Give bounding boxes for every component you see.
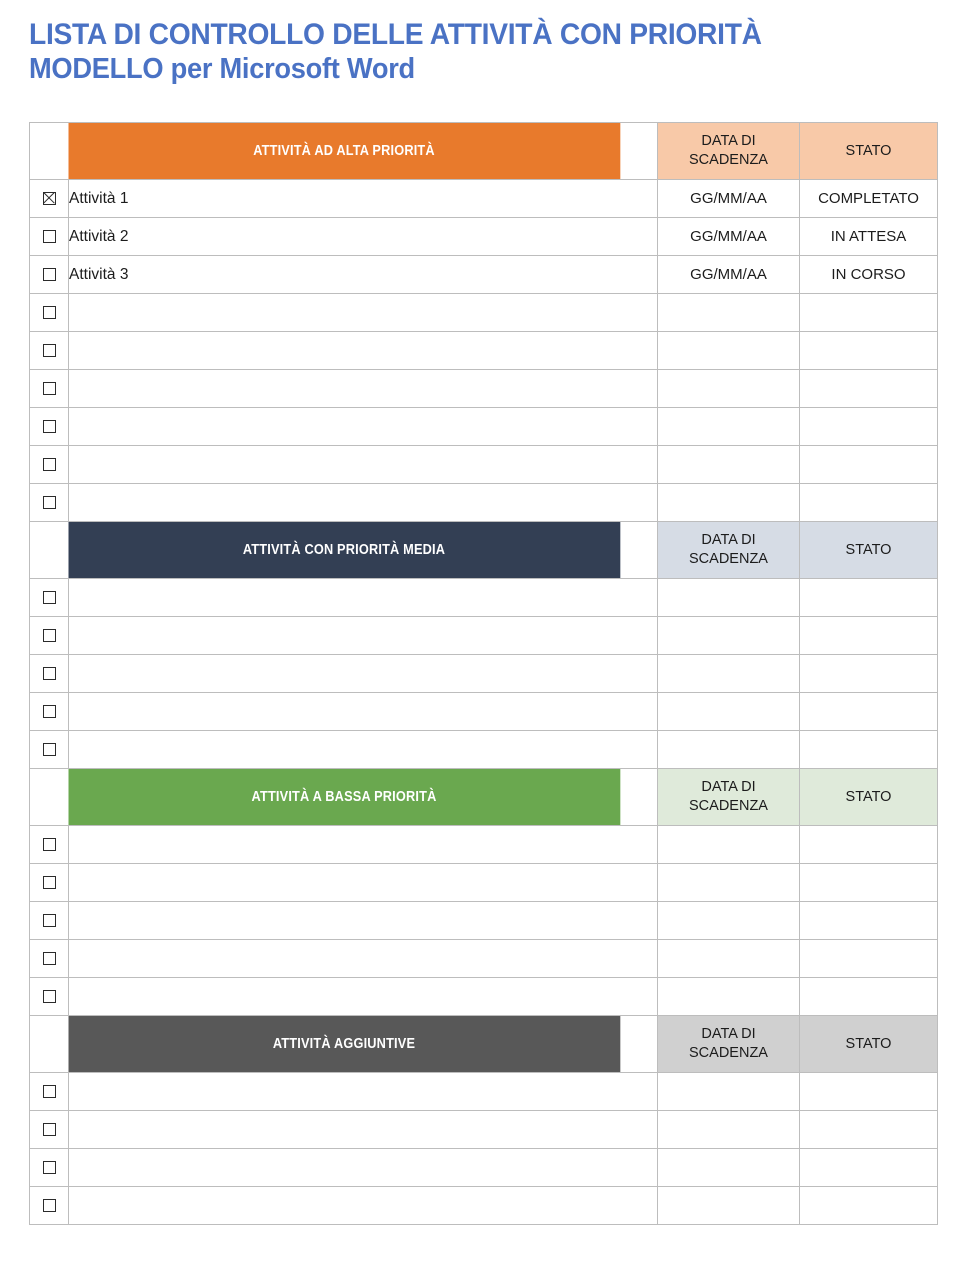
due-date-label-line-1: DATA DI <box>701 1026 756 1042</box>
table-row <box>30 332 938 370</box>
due-date-label-line-1: DATA DI <box>701 532 756 548</box>
due-date-cell[interactable] <box>658 864 800 902</box>
due-date-cell[interactable] <box>658 1111 800 1149</box>
section-header-row-high <box>30 123 938 180</box>
due-date-cell[interactable] <box>658 940 800 978</box>
due-date-cell[interactable] <box>658 655 800 693</box>
task-name-cell[interactable] <box>69 446 658 484</box>
due-date-cell[interactable] <box>658 332 800 370</box>
table-row <box>30 940 938 978</box>
table-row <box>30 256 938 294</box>
task-name-cell[interactable] <box>69 1111 658 1149</box>
table-row <box>30 1187 938 1225</box>
status-cell[interactable] <box>800 731 938 769</box>
table-row <box>30 978 938 1016</box>
task-checkbox-cell[interactable] <box>30 218 69 256</box>
checkbox-empty-icon[interactable] <box>43 1199 56 1212</box>
checkbox-empty-icon[interactable] <box>43 990 56 1003</box>
due-date-cell[interactable] <box>658 294 800 332</box>
due-date-cell[interactable] <box>658 902 800 940</box>
column-header-due-date-low <box>658 769 800 826</box>
task-checkbox-cell[interactable] <box>30 655 69 693</box>
table-row <box>30 655 938 693</box>
checkbox-empty-icon[interactable] <box>43 838 56 851</box>
due-date-cell[interactable] <box>658 978 800 1016</box>
task-checkbox-cell[interactable] <box>30 826 69 864</box>
table-row <box>30 731 938 769</box>
task-checkbox-cell[interactable] <box>30 1111 69 1149</box>
checkbox-empty-icon[interactable] <box>43 496 56 509</box>
due-date-label-line-2: SCADENZA <box>689 1045 768 1061</box>
task-checkbox-cell[interactable] <box>30 902 69 940</box>
due-date-cell[interactable] <box>658 617 800 655</box>
task-checkbox-cell[interactable] <box>30 731 69 769</box>
task-name-cell[interactable] <box>69 902 658 940</box>
due-date-label-line-1: DATA DI <box>701 133 756 149</box>
due-date-cell[interactable] <box>658 1073 800 1111</box>
status-cell[interactable] <box>800 1111 938 1149</box>
checkbox-empty-icon[interactable] <box>43 629 56 642</box>
status-cell[interactable] <box>800 902 938 940</box>
table-row <box>30 902 938 940</box>
task-checkbox-cell[interactable] <box>30 256 69 294</box>
task-checkbox-cell[interactable] <box>30 408 69 446</box>
table-row <box>30 1111 938 1149</box>
table-row <box>30 408 938 446</box>
table-row <box>30 1149 938 1187</box>
task-name-cell[interactable] <box>69 294 658 332</box>
page-title-line-1: LISTA DI CONTROLLO DELLE ATTIVITÀ CON PRIORITÀ <box>29 18 762 51</box>
task-checkbox-cell[interactable] <box>30 940 69 978</box>
column-header-status-extra: STATO <box>800 1016 938 1073</box>
status-cell[interactable] <box>800 655 938 693</box>
task-name-cell[interactable]: Attività 1 <box>69 180 658 218</box>
status-cell[interactable]: COMPLETATO <box>800 180 938 218</box>
task-checkbox-cell[interactable] <box>30 446 69 484</box>
checkbox-empty-icon[interactable] <box>43 705 56 718</box>
task-name-cell[interactable]: Attività 2 <box>69 218 658 256</box>
task-checkbox-cell[interactable] <box>30 617 69 655</box>
checkbox-empty-icon[interactable] <box>43 230 56 243</box>
table-row <box>30 826 938 864</box>
checkbox-empty-icon[interactable] <box>43 382 56 395</box>
due-date-cell[interactable] <box>658 731 800 769</box>
task-name-cell[interactable] <box>69 1149 658 1187</box>
table-row <box>30 864 938 902</box>
column-header-status-med: STATO <box>800 522 938 579</box>
status-cell[interactable] <box>800 579 938 617</box>
table-row <box>30 180 938 218</box>
table-row <box>30 579 938 617</box>
task-checkbox-cell[interactable] <box>30 579 69 617</box>
status-cell[interactable] <box>800 617 938 655</box>
status-cell[interactable] <box>800 693 938 731</box>
checkbox-empty-icon[interactable] <box>43 344 56 357</box>
due-date-label-line-2: SCADENZA <box>689 152 768 168</box>
checkbox-empty-icon[interactable] <box>43 268 56 281</box>
section-header-row-low <box>30 769 938 826</box>
section-title-extra: ATTIVITÀ AGGIUNTIVE <box>67 1016 620 1073</box>
task-name-cell[interactable] <box>69 484 658 522</box>
due-date-cell[interactable] <box>658 446 800 484</box>
table-row <box>30 1073 938 1111</box>
status-cell[interactable] <box>800 864 938 902</box>
task-checkbox-cell[interactable] <box>30 294 69 332</box>
column-header-due-date-med <box>658 522 800 579</box>
status-cell[interactable] <box>800 332 938 370</box>
task-name-cell[interactable] <box>69 864 658 902</box>
due-date-cell[interactable] <box>658 693 800 731</box>
due-date-cell[interactable]: GG/MM/AA <box>658 256 800 294</box>
status-cell[interactable] <box>800 408 938 446</box>
status-cell[interactable] <box>800 826 938 864</box>
task-name-cell[interactable] <box>69 655 658 693</box>
checkbox-empty-icon[interactable] <box>43 1123 56 1136</box>
due-date-cell[interactable] <box>658 579 800 617</box>
due-date-cell[interactable] <box>658 1187 800 1225</box>
checkbox-empty-icon[interactable] <box>43 420 56 433</box>
due-date-label-line-2: SCADENZA <box>689 798 768 814</box>
table-row <box>30 370 938 408</box>
checkbox-empty-icon[interactable] <box>43 1161 56 1174</box>
task-checkbox-cell[interactable] <box>30 1187 69 1225</box>
due-date-cell[interactable]: GG/MM/AA <box>658 218 800 256</box>
section-header-row-extra <box>30 1016 938 1073</box>
checkbox-empty-icon[interactable] <box>43 1085 56 1098</box>
due-date-cell[interactable] <box>658 408 800 446</box>
due-date-cell[interactable] <box>658 370 800 408</box>
status-cell[interactable]: IN ATTESA <box>800 218 938 256</box>
status-cell[interactable]: IN CORSO <box>800 256 938 294</box>
checkbox-empty-icon[interactable] <box>43 952 56 965</box>
status-cell[interactable] <box>800 1187 938 1225</box>
column-header-due-date-extra <box>658 1016 800 1073</box>
table-row <box>30 484 938 522</box>
task-checkbox-cell[interactable] <box>30 484 69 522</box>
due-date-label-line-2: SCADENZA <box>689 551 768 567</box>
table-row <box>30 218 938 256</box>
due-date-cell[interactable] <box>658 1149 800 1187</box>
due-date-cell[interactable]: GG/MM/AA <box>658 180 800 218</box>
task-checkbox-cell[interactable] <box>30 332 69 370</box>
page-title-line-2: MODELLO per Microsoft Word <box>29 53 415 85</box>
task-checkbox-cell[interactable] <box>30 978 69 1016</box>
task-name-cell[interactable] <box>69 693 658 731</box>
task-name-cell[interactable] <box>69 617 658 655</box>
status-cell[interactable] <box>800 978 938 1016</box>
checkbox-empty-icon[interactable] <box>43 306 56 319</box>
section-title-low: ATTIVITÀ A BASSA PRIORITÀ <box>67 769 620 826</box>
due-date-label-line-1: DATA DI <box>701 779 756 795</box>
status-cell[interactable] <box>800 446 938 484</box>
priority-task-checklist-table <box>29 122 938 1225</box>
task-checkbox-cell[interactable] <box>30 180 69 218</box>
task-name-cell[interactable]: Attività 3 <box>69 256 658 294</box>
task-checkbox-cell[interactable] <box>30 370 69 408</box>
status-cell[interactable] <box>800 940 938 978</box>
column-header-status-high: STATO <box>800 123 938 180</box>
task-name-cell[interactable] <box>69 978 658 1016</box>
checkbox-empty-icon[interactable] <box>43 914 56 927</box>
task-name-cell[interactable] <box>69 826 658 864</box>
due-date-cell[interactable] <box>658 826 800 864</box>
table-row <box>30 617 938 655</box>
status-cell[interactable] <box>800 370 938 408</box>
checkbox-empty-icon[interactable] <box>43 743 56 756</box>
status-cell[interactable] <box>800 484 938 522</box>
task-name-cell[interactable] <box>69 370 658 408</box>
section-title-med: ATTIVITÀ CON PRIORITÀ MEDIA <box>67 522 620 579</box>
checkbox-empty-icon[interactable] <box>43 458 56 471</box>
task-checkbox-cell[interactable] <box>30 1073 69 1111</box>
section-header-row-med <box>30 522 938 579</box>
task-checkbox-cell[interactable] <box>30 1149 69 1187</box>
task-name-cell[interactable] <box>69 940 658 978</box>
task-name-cell[interactable] <box>69 408 658 446</box>
checkbox-checked-icon[interactable] <box>43 192 56 205</box>
table-row <box>30 693 938 731</box>
status-cell[interactable] <box>800 1073 938 1111</box>
checkbox-empty-icon[interactable] <box>43 591 56 604</box>
checkbox-empty-icon[interactable] <box>43 876 56 889</box>
column-header-due-date-high <box>658 123 800 180</box>
task-name-cell[interactable] <box>69 332 658 370</box>
task-checkbox-cell[interactable] <box>30 693 69 731</box>
column-header-status-low: STATO <box>800 769 938 826</box>
task-checkbox-cell[interactable] <box>30 864 69 902</box>
task-name-cell[interactable] <box>69 579 658 617</box>
task-name-cell[interactable] <box>69 1187 658 1225</box>
status-cell[interactable] <box>800 294 938 332</box>
page-title <box>29 18 939 86</box>
due-date-cell[interactable] <box>658 484 800 522</box>
task-name-cell[interactable] <box>69 731 658 769</box>
checkbox-empty-icon[interactable] <box>43 667 56 680</box>
status-cell[interactable] <box>800 1149 938 1187</box>
table-row <box>30 446 938 484</box>
section-title-high: ATTIVITÀ AD ALTA PRIORITÀ <box>67 123 620 180</box>
table-row <box>30 294 938 332</box>
task-name-cell[interactable] <box>69 1073 658 1111</box>
